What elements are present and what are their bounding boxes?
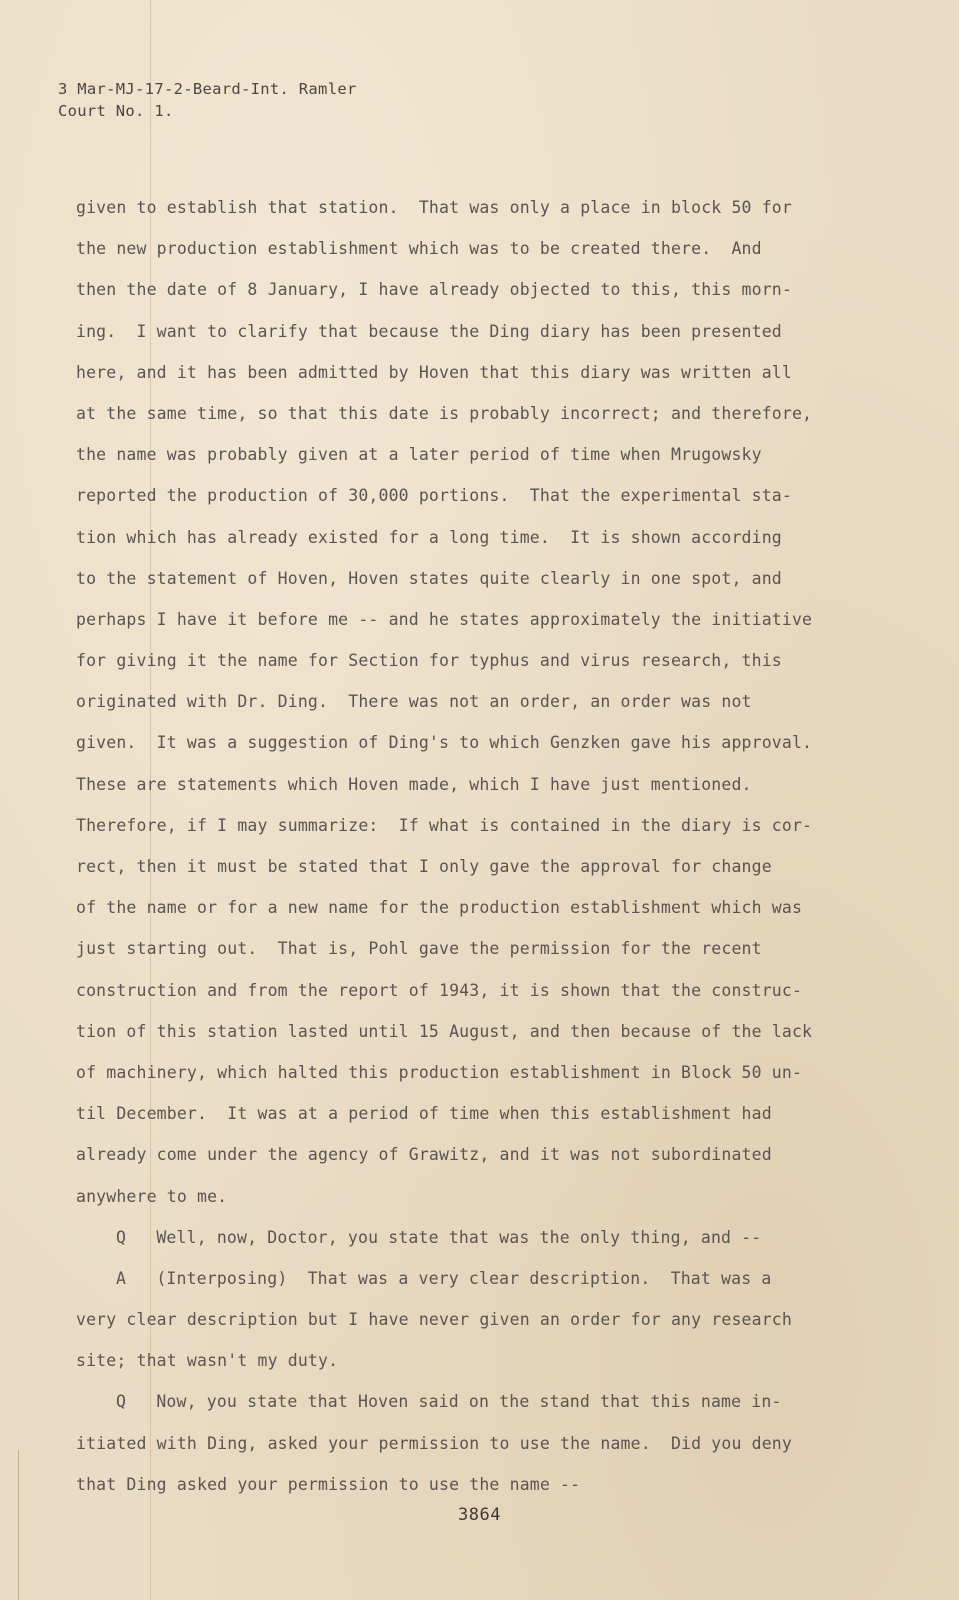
text-line: til December. It was at a period of time when this establishment had (76, 1104, 772, 1124)
text-line: just starting out. That is, Pohl gave the permission for the recent (76, 939, 762, 959)
text-line: rect, then it must be stated that I only gave the approval for change (76, 857, 772, 876)
header-court: Court No. 1. (58, 102, 174, 120)
transcript-body (76, 187, 936, 1505)
text-line: then the date of 8 January, I have already objected to this, this morn- (76, 280, 792, 300)
text-line: given to establish that station. That was only a place in block 50 for (76, 198, 792, 217)
text-line: anywhere to me. (76, 1186, 228, 1206)
text-line: itiated with Ding, asked your permission to use the name. Did you deny (76, 1433, 792, 1453)
page-number: 3864 (458, 1505, 501, 1525)
question-line: Q Now, you state that Hoven said on the stand that this name in- (116, 1392, 782, 1412)
text-line: for giving it the name for Section for typhus and virus research, this (76, 651, 782, 671)
text-line: at the same time, so that this date is probably incorrect; and therefore, (76, 403, 813, 423)
text-line: tion of this station lasted until 15 August, and then because of the lack (76, 1021, 813, 1041)
text-line: originated with Dr. Ding. There was not an order, an order was not (76, 692, 752, 712)
text-line: reported the production of 30,000 portions. That the experimental sta- (76, 486, 792, 506)
question-line: Q Well, now, Doctor, you state that was the only thing, and -- (116, 1227, 762, 1247)
text-line: the name was probably given at a later period of time when Mrugowsky (76, 445, 762, 465)
text-line: ing. I want to clarify that because the Ding diary has been presented (76, 321, 782, 341)
document-header (58, 78, 357, 122)
text-line: construction and from the report of 1943, it is shown that the construc- (76, 980, 803, 1000)
text-line: site; that wasn't my duty. (76, 1351, 339, 1371)
text-line: already come under the agency of Grawitz, and it was not subordinated (76, 1145, 772, 1165)
text-line: to the statement of Hoven, Hoven states quite clearly in one spot, and (76, 568, 782, 588)
text-line: tion which has already existed for a long time. It is shown according (76, 527, 782, 547)
text-line: perhaps I have it before me -- and he states approximately the initiative (76, 609, 813, 629)
answer-line: A (Interposing) That was a very clear description. That was a (116, 1268, 772, 1288)
paper-crease (18, 1450, 19, 1600)
text-line: of machinery, which halted this production establishment in Block 50 un- (76, 1062, 803, 1082)
text-line: here, and it has been admitted by Hoven that this diary was written all (76, 362, 792, 382)
header-reference: 3 Mar-MJ-17-2-Beard-Int. Ramler (58, 80, 357, 98)
text-line: that Ding asked your permission to use the name -- (76, 1474, 581, 1494)
text-line: These are statements which Hoven made, which I have just mentioned. (76, 774, 752, 794)
text-line: given. It was a suggestion of Ding's to which Genzken gave his approval. (76, 733, 813, 753)
text-line: Therefore, if I may summarize: If what is contained in the diary is cor- (76, 815, 813, 835)
text-line: the new production establishment which was to be created there. And (76, 239, 762, 259)
text-line: very clear description but I have never given an order for any research (76, 1310, 792, 1330)
text-line: of the name or for a new name for the production establishment which was (76, 898, 803, 918)
